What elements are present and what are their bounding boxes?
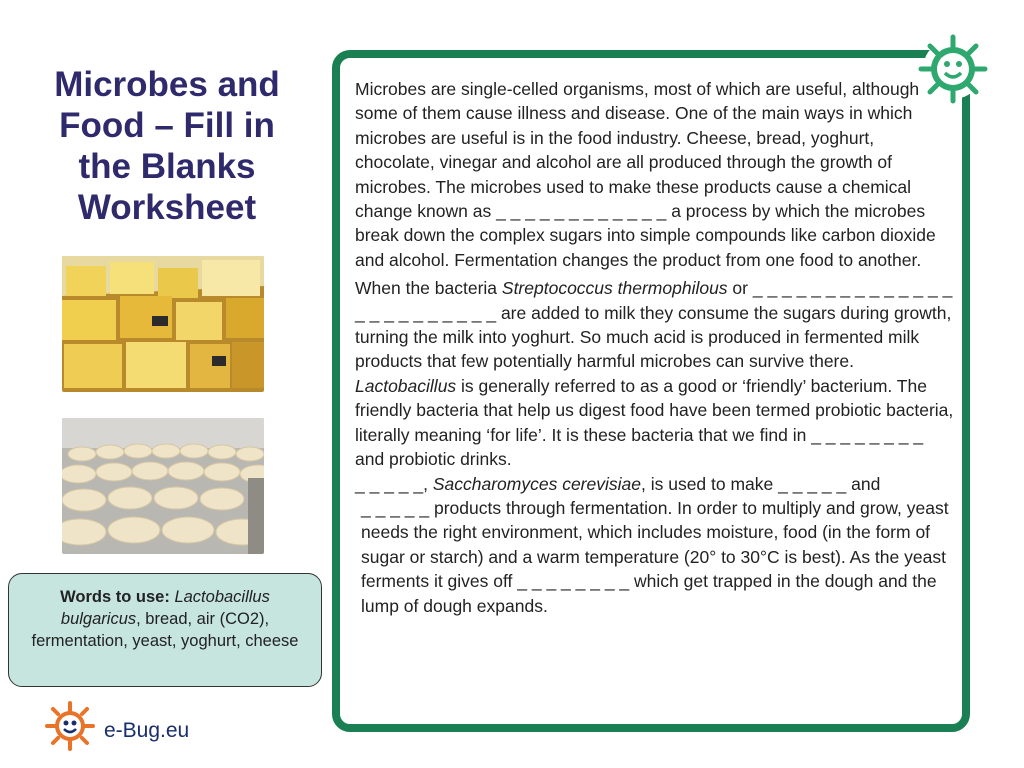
ebug-logo-text: e-Bug.eu — [104, 719, 190, 742]
p3-text-a: _ _ _ _ _, — [355, 473, 433, 494]
cheese-photo — [62, 256, 264, 392]
words-term-lactobacillus: Lactobacillus bulgaricus — [60, 588, 270, 628]
worksheet-title: Microbes and Food – Fill in the Blanks Worksheet — [54, 65, 280, 227]
words-to-use-box — [8, 573, 322, 687]
paragraph-yeast-intro — [355, 472, 955, 496]
paragraph-yeast: _ _ _ _ _ products through fermentation. In order to multiply and grow, yeast needs the right environment, which includes moisture, food (in the form of sugar or starch) and a warm temperature (20° to 30°C is best). As the yeast ferments it gives off _ _ _ _ _ _ _ _ which get trapped in the dough and the lump of dough expands. — [361, 497, 949, 616]
fill-in-passage — [355, 77, 955, 618]
words-list: , bread, air (CO2), fermentation, yeast, yoghurt, cheese — [31, 610, 299, 650]
p3-saccharomyces: Saccharomyces cerevisiae — [432, 473, 641, 494]
p3-text-b: , is used to make _ _ _ _ _ and — [640, 473, 881, 494]
words-heading: Words to use: — [60, 588, 170, 606]
dough-photo — [62, 418, 264, 554]
paragraph-bacteria — [355, 276, 955, 471]
p2-text-c: is generally referred to as a good or ‘friendly’ bacterium. The friendly bacteria that help us digest food have been termed probiotic bacteria, literally meaning ‘for life’. It is these bacteria that we find in _ _ _ _ _ _ _ _ and probiotic drinks. — [355, 375, 954, 470]
p2-streptococcus: Streptococcus thermophilous — [501, 278, 728, 299]
paragraph-fermentation: Microbes are single-celled organisms, most of which are useful, although some of them cause illness and disease. One of the main ways in which microbes are useful is in the food industry. Cheese, bread, yoghurt, chocolate, vinegar and alcohol are all produced through the growth of microbes. The microbes used to make these products cause a chemical change known as _ _ _ _ _ _ _ _ _ _ _ _ a process by which the microbes break down the complex sugars into simple compounds like carbon dioxide and alcohol. Fermentation changes the product from one food to another. — [355, 79, 936, 270]
p2-text-b: or _ _ _ _ _ _ _ _ _ _ _ _ _ _ _ _ _ _ _ _ _ _ _ _ are added to milk they consume the sugars during growth, turning the milk into yoghurt. So much acid is produced in fermented milk products that few potentially harmful microbes can survive there. — [355, 278, 953, 372]
ebug-logo-icon — [44, 700, 96, 752]
p2-text-a: When the bacteria — [355, 278, 502, 299]
p2-lactobacillus: Lactobacillus — [355, 375, 457, 396]
